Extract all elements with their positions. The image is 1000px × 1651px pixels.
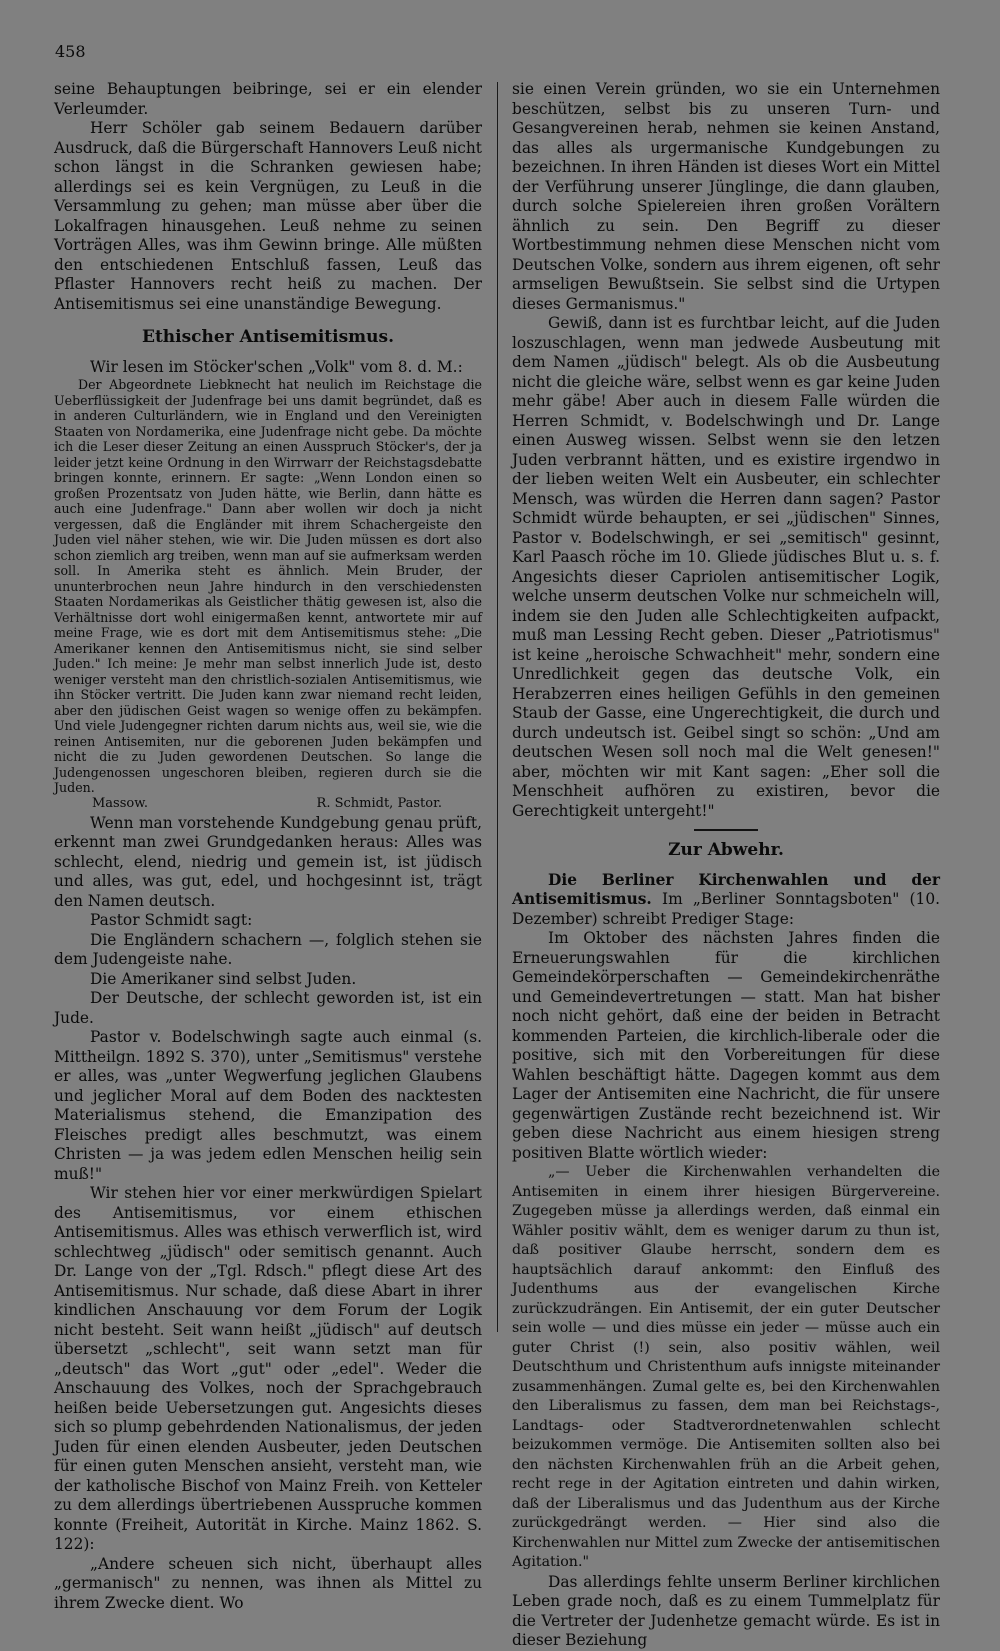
left-column [54,80,482,1613]
right-column [512,80,940,1651]
article-lead-text: Im „Berliner Sonntagsboten" (10. Dezember) schreibt Prediger Stage: [512,890,940,928]
paragraph: seine Behauptungen beibringe, sei er ein elender Verleumder. [54,80,482,118]
heading-rule [694,829,758,831]
signature-place: Massow. [92,795,148,811]
quoted-letter: Der Abgeordnete Liebknecht hat neulich im Reichstage die Ueberflüssigkeit der Judenfrage bei uns damit begründet, daß es in anderen Culturländern, wie in England und den Vereinigten Staaten von Nordamerika, eine Judenfrage nicht gebe. Da möchte ich die Leser dieser Zeitung an einen Ausspruch Stöcker's, der ja leider jetzt keine Ordnung in den Wirrwarr der Reichstagsdebatte bringen konnte, erinnern. Er sagte: „Wenn London einen so großen Prozentsatz von Juden hätte, wie Berlin, dann hätte es auch eine Judenfrage." Dann aber wollen wir doch ja nicht vergessen, daß die Engländer mit ihrem Schachergeiste den Juden viel näher stehen, wie wir. Die Juden müssen es dort also schon ziemlich arg treiben, wenn man auf sie aufmerksam werden soll. In Amerika steht es ähnlich. Mein Bruder, der ununterbrochen neun Jahre hindurch in den verschiedensten Staaten Nordamerikas als Geistlicher thätig gewesen ist, also die Verhältnisse dort wohl einigermaßen kennt, antwortete mir auf meine Frage, wie es dort mit dem Antisemitismus stehe: „Die Amerikaner kennen den Antisemitismus nicht, sie sind selber Juden." Ich meine: Je mehr man selbst innerlich Jude ist, desto weniger versteht man den christlich-sozialen Antisemitismus, wie ihn Stöcker vertritt. Die Juden kann zwar niemand recht leiden, aber den jüdischen Geist wagen so wenige offen zu bekämpfen. Und viele Judengegner richten darum nichts aus, weil sie, wie die reinen Antisemiten, nur die geborenen Juden bekämpfen und nicht die zu Juden gewordenen Deutschen. So lange die Judengenossen ungeschoren bleiben, regieren durch sie die Juden. [54,377,482,795]
article-lead [512,871,940,930]
signature-name: R. Schmidt, Pastor. [316,795,442,811]
paragraph: Wenn man vorstehende Kundgebung genau prüft, erkennt man zwei Grundgedanken heraus: Alles was schlecht, elend, niedrig und gemein ist, ist jüdisch und alles, was gut, edel, und hochgesinnt ist, trägt den Namen deutsch. [54,813,482,910]
paragraph: Pastor Schmidt sagt: [90,911,253,929]
paragraph: Im Oktober des nächsten Jahres finden die Erneuerungswahlen für die kirchlichen Gemeindekörperschaften — Gemeindekirchenräthe und Gemeindevertretungen — statt. Man hat bisher noch nicht gehört, daß eine der beiden in Betracht kommenden Parteien, die kirchlich-liberale oder die positive, sich mit den Vorbereitungen für diese Wahlen beschäftigt hätte. Dagegen kommt aus dem Lager der Antisemiten eine Nachricht, die für unsere gegenwärtigen Zustände recht bezeichnend ist. Wir geben diese Nachricht aus einem hiesigen streng positiven Blatte wörtlich wieder: [512,929,940,1162]
paragraph: Gewiß, dann ist es furchtbar leicht, auf die Juden loszuschlagen, wenn man jedwede Ausbeutung mit dem Namen „jüdisch" belegt. Als ob die Ausbeutung nicht die gleiche wäre, selbst wenn es gar keine Juden mehr gäbe! Aber auch in diesem Falle würden die Herren Schmidt, v. Bodelschwingh und Dr. Lange einen Ausweg wissen. Selbst wenn sie den letzen Juden verbrannt hätten, und es existire irgendwo in der lieben weiten Welt ein Ausbeuter, ein schlechter Mensch, was würden die Herren dann sagen? Pastor Schmidt würde behaupten, er sei „jüdischen" Sinnes, Pastor v. Bodelschwingh, er sei „semitisch" gesinnt, Karl Paasch röche im 10. Gliede jüdisches Blut u. s. f. Angesichts dieser Capriolen antisemitischer Logik, welche unserm deutschen Volke nur schmeicheln will, indem sie den Juden alle Schlechtigkeiten aufpackt, muß man Lessing Recht geben. Dieser „Patriotismus" ist keine „heroische Schwachheit" mehr, sondern eine Unredlichkeit gegen das deutsche Volk, ein Herabzerren eines heiligen Gefühls in den gemeinen Staub der Gasse, eine Ungerechtigkeit, die durch und durch undeutsch ist. Geibel singt so schön: „Und am deutschen Wesen soll noch mal die Welt genesen!" aber, möchten wir mit Kant sagen: „Eher soll die Menschheit aufhören zu existiren, bevor die Gerechtigkeit untergeht!" [512,314,940,820]
signature [54,796,482,812]
paragraph: Pastor v. Bodelschwingh sagte auch einmal (s. Mittheilgn. 1892 S. 370), unter „Semitismus" verstehe er alles, was „unter Wegwerfung jeglichen Glaubens und jeglicher Moral auf dem Boden des nacktesten Materialismus stehend, die Emanzipation des Fleisches predigt alles beschmutzt, was einem Christen — ja was jedem edlen Menschen heilig sein muß!" [54,1028,482,1183]
paragraph: Die Amerikaner sind selbst Juden. [90,969,357,988]
paragraph: Die Engländern schachern —, folglich stehen sie dem Judengeiste nahe. [54,930,482,968]
paragraph: Das allerdings fehlte unserm Berliner kirchlichen Leben grade noch, daß es zu einem Tummelplatz für die Vertreter der Judenhetze gemacht würde. Es ist in dieser Beziehung [512,1572,940,1649]
article-title: Die Berliner Kirchenwahlen und der Antisemitismus. [512,870,940,908]
column-divider [497,82,498,1332]
paragraph: Wir stehen hier vor einer merkwürdigen Spielart des Antisemitismus, vor einem ethischen Antisemitismus. Alles was ethisch verwerflich ist, wird schlechtweg „jüdisch" oder semitisch genannt. Auch Dr. Lange von der „Tgl. Rdsch." pflegt diese Art des Antisemitismus. Nur schade, daß diese Abart in ihrer kindlichen Anschauung vor dem Forum der Logik nicht besteht. Seit wann heißt „jüdisch" auf deutsch übersetzt „schlecht", seit wann setzt man für „deutsch" das Wort „gut" oder „edel". Weder die Anschauung des Volkes, noch der Sprachgebrauch heißen beide Uebersetzungen gut. Angesichts dieses sich so plump gebehrdenden Nationalismus, der jeden Juden für einen elenden Ausbeuter, jeden Deutschen für einen guten Menschen ansieht, versteht man, wie der katholische Bischof von Mainz Freih. von Ketteler zu dem allerdings übertriebenen Ausspruche kommen konnte (Freiheit, Autorität in Kirche. Mainz 1862. S. 122): [54,1184,482,1553]
quoted-report: „— Ueber die Kirchenwahlen verhandelten die Antisemiten in einem ihrer hiesigen Bürgervereine. Zugegeben müsse ja allerdings werden, daß einmal ein Wähler positiv wählt, dem es weniger darum zu thun ist, daß positiver Glaube herrscht, sondern dem es hauptsächlich darauf ankommt: den Einfluß des Judenthums aus der evangelischen Kirche zurückzudrängen. Ein Antisemit, der ein guter Deutscher sein wolle — und dies müsse ein jeder — müsse auch ein guter Christ (!) sein, also positiv wählen, weil Deutschthum und Christenthum aufs innigste miteinander zusammenhängen. Zumal gelte es, bei den Kirchenwahlen den Liberalismus zu fassen, dem man bei Reichstags-, Landtags- oder Stadtverordnetenwahlen schlecht beizukommen vermöge. Die Antisemiten sollten also bei den nächsten Kirchenwahlen früh an die Arbeit gehen, recht rege in der Agitation eintreten und dahin wirken, daß der Liberalismus und das Judenthum aus der Kirche zurückgedrängt werden. — Hier sind also die Kirchenwahlen nur Mittel zum Zwecke der antisemitischen Agitation." [512,1164,940,1570]
page-number: 458 [55,42,86,61]
source-line: Wir lesen im Stöcker'schen „Volk" vom 8. d. M.: [90,357,463,376]
paragraph: Der Deutsche, der schlecht geworden ist, ist ein Jude. [54,989,482,1027]
paragraph: „Andere scheuen sich nicht, überhaupt alles „germanisch" zu nennen, was ihnen als Mittel zu ihrem Zwecke dient. Wo [54,1554,482,1612]
section-heading: Zur Abwehr. [668,840,784,860]
section-heading: Ethischer Antisemitismus. [141,327,394,347]
paragraph: Herr Schöler gab seinem Bedauern darüber Ausdruck, daß die Bürgerschaft Hannovers Leuß nicht schon längst in die Schranken gewiesen habe; allerdings sei es kein Vergnügen, zu Leuß in die Versammlung zu gehen; man müsse aber über die Lokalfragen hinausgehen. Leuß nehme zu seinen Vorträgen Alles, was ihm Gewinn bringe. Alle müßten den entschiedenen Entschluß fassen, Leuß das Pflaster Hannovers recht heiß zu machen. Der Antisemitismus sei eine unanständige Bewegung. [54,119,482,313]
paragraph: sie einen Verein gründen, wo sie ein Unternehmen beschützen, selbst bis zu unseren Turn- und Gesangvereinen herab, nehmen sie keinen Anstand, das alles als urgermanische Kundgebungen zu bezeichnen. In ihren Händen ist dieses Wort ein Mittel der Verführung unserer Jünglinge, die dann glauben, durch solche Spielereien ihren großen Vorältern ähnlich zu sein. Den Begriff zu dieser Wortbestimmung nehmen diese Menschen nicht vom Deutschen Volke, sondern aus ihrem eigenen, oft sehr armseligen Bewußtsein. Sie selbst sind die Urtypen dieses Germanismus." [512,80,940,313]
